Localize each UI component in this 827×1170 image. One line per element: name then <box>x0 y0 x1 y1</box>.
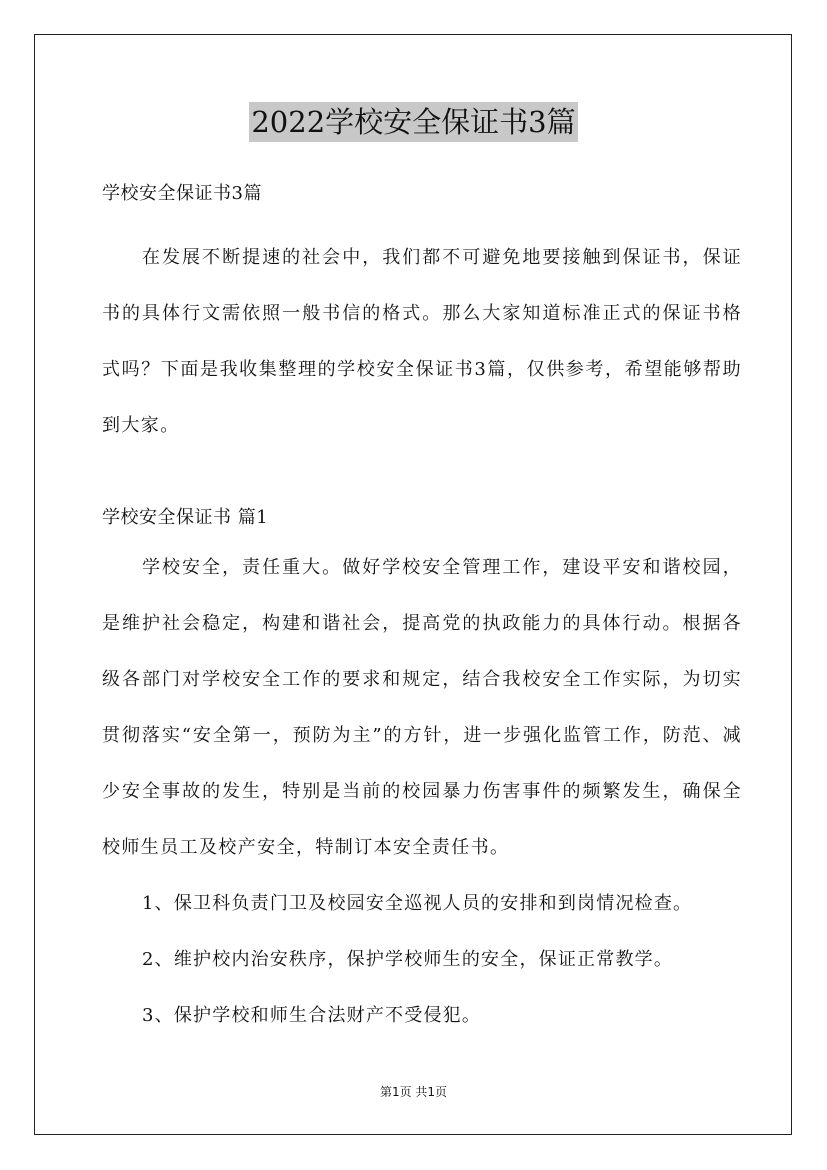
list-item: 2、维护校内治安秩序，保护学校师生的安全，保证正常教学。 <box>142 949 674 970</box>
intro-heading: 学校安全保证书3篇 <box>102 183 262 204</box>
document-body <box>102 176 742 1044</box>
page-footer: 第1页 共1页 <box>379 1085 448 1099</box>
intro-paragraph: 在发展不断提速的社会中，我们都不可避免地要接触到保证书，保证书的具体行文需依照一般书信的格式。那么大家知道标准正式的保证书格式吗？下面是我收集整理的学校安全保证书3篇，仅供参考，希望能够帮助到大家。 <box>102 247 742 436</box>
list-item: 3、保护学校和师生合法财产不受侵犯。 <box>142 1005 482 1026</box>
section1-heading: 学校安全保证书 篇1 <box>102 507 269 528</box>
title-container <box>0 102 827 142</box>
section-gap <box>102 454 742 500</box>
section1-paragraph: 学校安全，责任重大。做好学校安全管理工作，建设平安和谐校园，是维护社会稳定，构建和谐社会，提高党的执政能力的具体行动。根据各级各部门对学校安全工作的要求和规定，结合我校安全工作实际，为切实贯彻落实“安全第一，预防为主”的方针，进一步强化监管工作，防范、减少安全事故的发生，特别是当前的校园暴力伤害事件的频繁发生，确保全校师生员工及校产安全，特制订本安全责任书。 <box>102 557 742 858</box>
document-title: 2022学校安全保证书3篇 <box>249 102 577 142</box>
list-item: 1、保卫科负责门卫及校园安全巡视人员的安排和到岗情况检查。 <box>142 893 693 914</box>
